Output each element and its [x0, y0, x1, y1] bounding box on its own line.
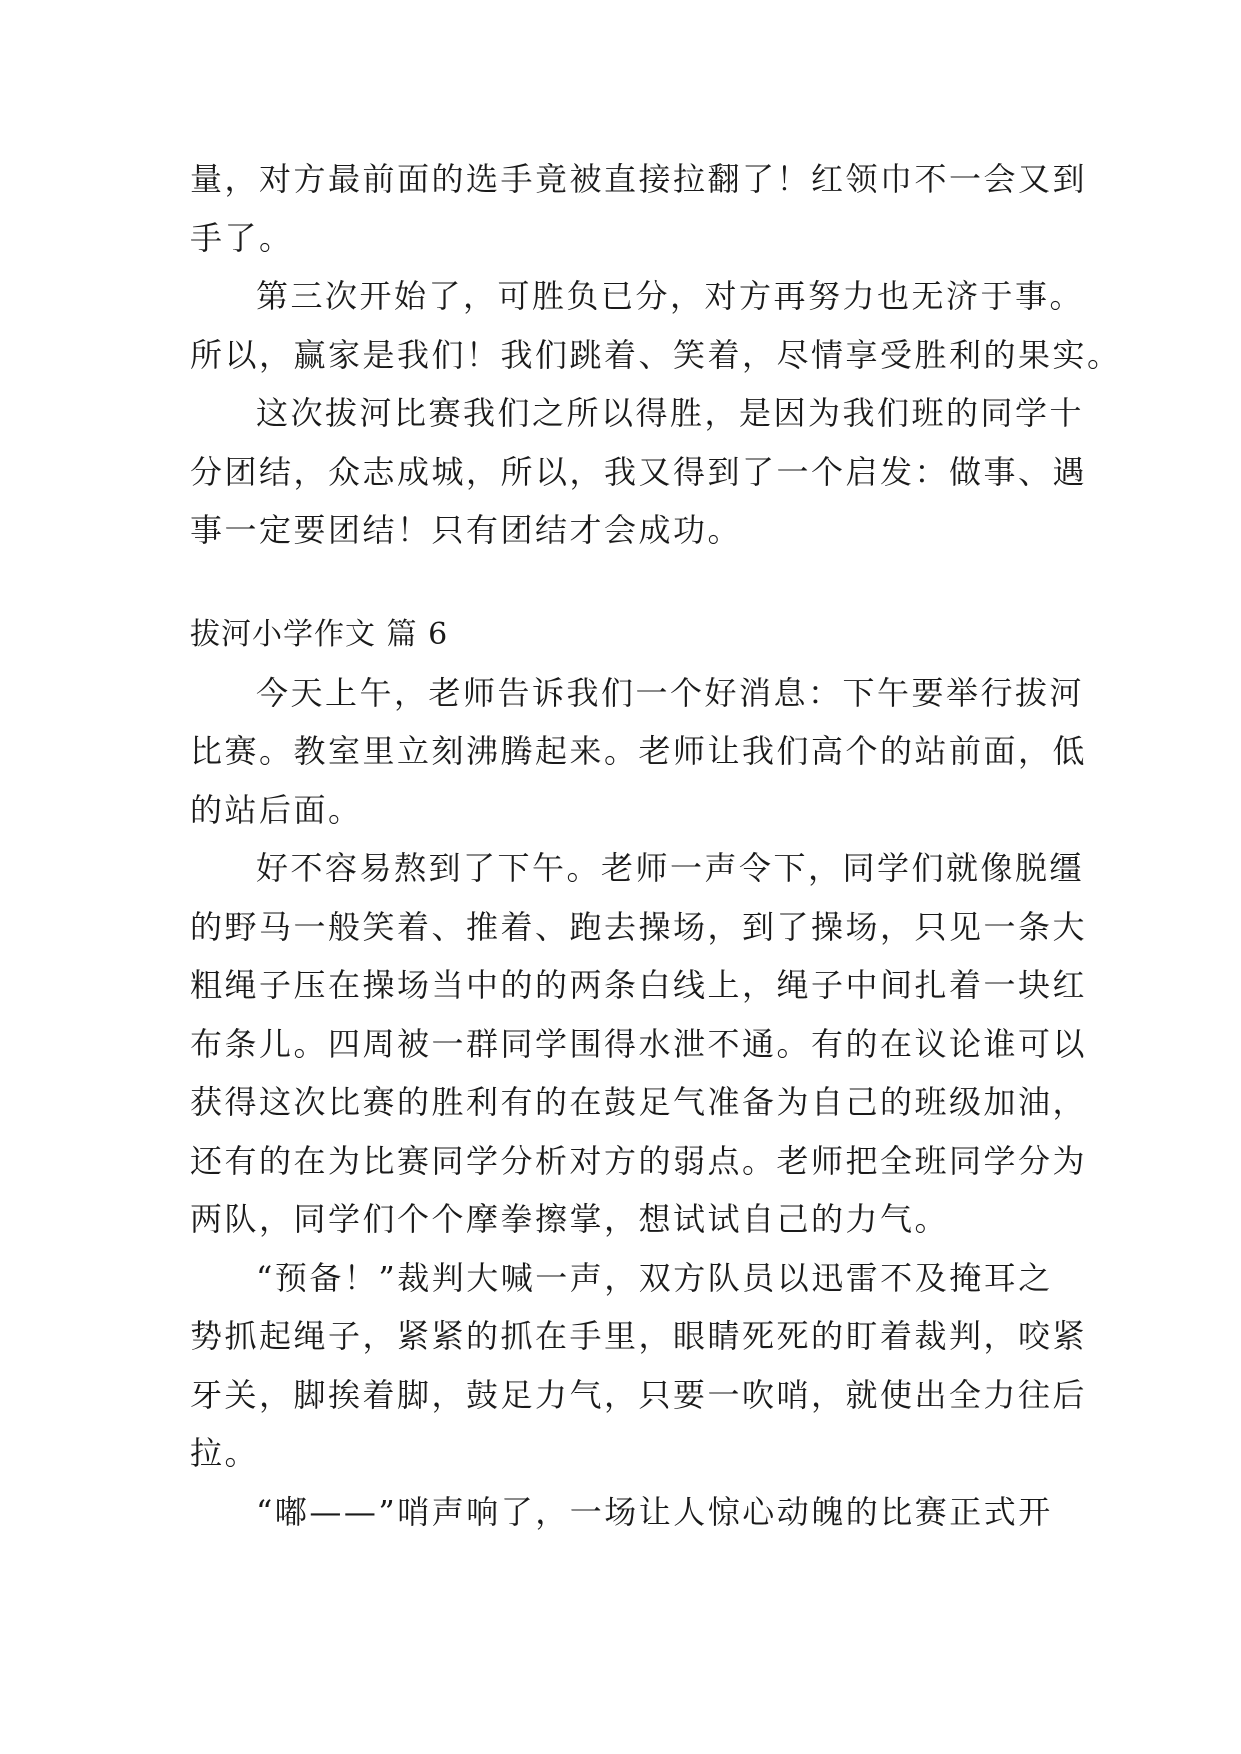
paragraph [190, 1249, 1088, 1483]
section-title: 拔河小学作文 篇 6 [190, 616, 449, 652]
text-line: 粗绳子压在操场当中的的两条白线上，绳子中间扎着一块红 [190, 966, 1088, 1004]
paragraph [190, 267, 1122, 384]
paragraph [190, 664, 1088, 840]
text-line: 还有的在为比赛同学分析对方的弱点。老师把全班同学分为 [190, 1141, 1088, 1180]
text-line: 手了。 [190, 218, 294, 257]
text-line: “预备！”裁判大喊一声，双方队员以迅雷不及掩耳之 [256, 1258, 1053, 1297]
document-page [190, 150, 1122, 1541]
text-line: 所以，赢家是我们！我们跳着、笑着，尽情享受胜利的果实。 [190, 335, 1122, 374]
text-line: 事一定要团结！只有团结才会成功。 [190, 511, 743, 549]
text-line: 的站后面。 [190, 790, 363, 829]
section-spacer [190, 560, 1070, 606]
text-line: 分团结，众志成城，所以，我又得到了一个启发：做事、遇 [190, 452, 1088, 491]
text-line: 这次拔河比赛我们之所以得胜，是因为我们班的同学十 [256, 394, 1085, 432]
text-line: 比赛。教室里立刻沸腾起来。老师让我们高个的站前面，低 [190, 732, 1088, 770]
paragraph [190, 839, 1088, 1249]
text-line: 布条儿。四周被一群同学围得水泄不通。有的在议论谁可以 [190, 1024, 1088, 1063]
text-line: 拉。 [190, 1434, 260, 1472]
text-line: 牙关，脚挨着脚，鼓足力气，只要一吹哨，就使出全力往后 [190, 1375, 1088, 1414]
text-line: 的野马一般笑着、推着、跑去操场，到了操场，只见一条大 [190, 907, 1088, 946]
text-line: 今天上午，老师告诉我们一个好消息：下午要举行拔河 [256, 673, 1085, 712]
text-line: 获得这次比赛的胜利有的在鼓足气准备为自己的班级加油， [190, 1083, 1088, 1121]
text-line: “嘟——”哨声响了，一场让人惊心动魄的比赛正式开 [256, 1492, 1053, 1531]
text-line: 第三次开始了，可胜负已分，对方再努力也无济于事。 [256, 277, 1085, 315]
text-line: 势抓起绳子，紧紧的抓在手里，眼睛死死的盯着裁判，咬紧 [190, 1317, 1088, 1355]
paragraph [190, 150, 1088, 267]
paragraph [190, 1483, 1070, 1542]
text-line: 两队，同学们个个摩拳擦掌，想试试自己的力气。 [190, 1200, 950, 1238]
text-line: 量，对方最前面的选手竟被直接拉翻了！红领巾不一会又到 [190, 160, 1088, 198]
text-line: 好不容易熬到了下午。老师一声令下，同学们就像脱缰 [256, 849, 1085, 887]
paragraph [190, 384, 1088, 560]
